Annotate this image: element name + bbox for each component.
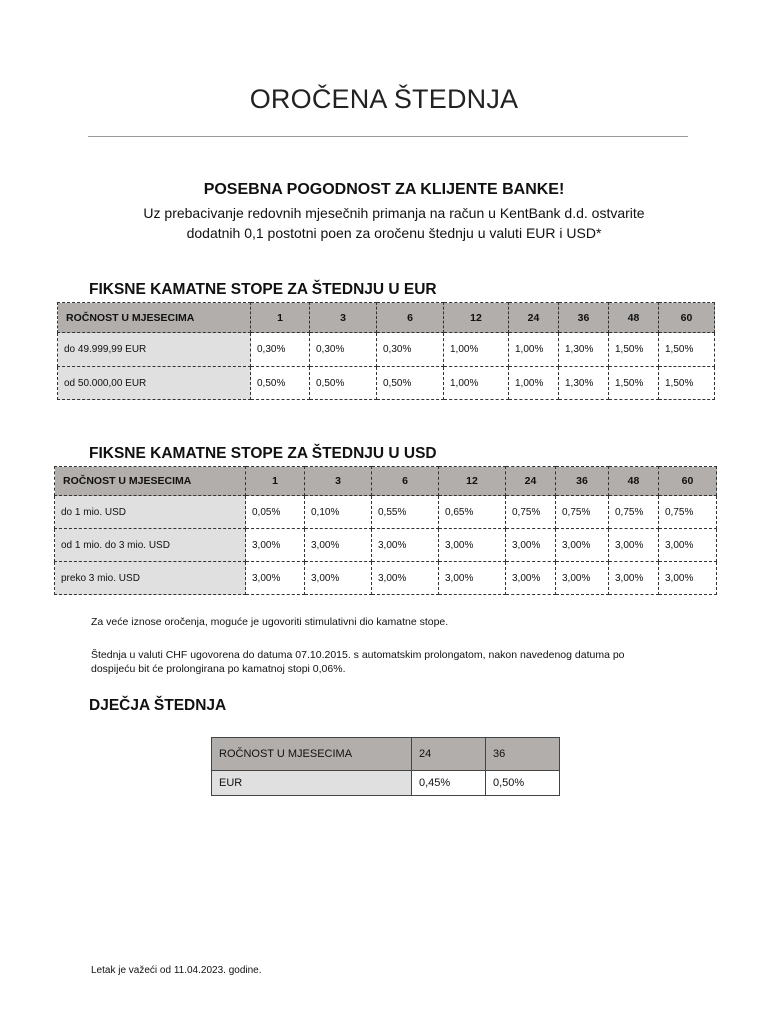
rate-cell: 3,00% [556,562,609,595]
rate-cell: 0,75% [556,496,609,529]
rate-cell: 3,00% [609,529,659,562]
row-label: od 1 mio. do 3 mio. USD [55,529,246,562]
term-header: 24 [412,738,486,771]
rate-cell: 3,00% [305,562,372,595]
rate-cell: 0,75% [609,496,659,529]
rate-cell: 1,50% [659,367,715,400]
note-chf-line-1: Štednja u valuti CHF ugovorena do datuma 07.10.2015. s automatskim prolongatom, nakon navedenog datuma po [91,649,625,661]
rate-cell: 3,00% [439,562,506,595]
rate-cell: 1,00% [444,367,509,400]
header-label: ROČNOST U MJESECIMA [55,467,246,496]
term-header: 12 [439,467,506,496]
rate-cell: 0,50% [251,367,310,400]
rate-cell: 3,00% [246,529,305,562]
kids-rates-table [211,737,560,796]
rate-cell: 3,00% [372,529,439,562]
table-header-row [58,303,715,333]
rate-cell: 1,50% [609,367,659,400]
rate-cell: 0,10% [305,496,372,529]
table-row [58,367,715,400]
rate-cell: 0,50% [310,367,377,400]
rate-cell: 0,50% [486,771,560,796]
rate-cell: 0,55% [372,496,439,529]
header-label: ROČNOST U MJESECIMA [58,303,251,333]
rate-cell: 1,30% [559,367,609,400]
term-header: 48 [609,467,659,496]
rate-cell: 3,00% [659,562,717,595]
note-chf-line-2: dospijeću bit će prolongirana po kamatnoj stopi 0,06%. [91,663,346,675]
table-row [55,529,717,562]
rate-cell: 1,00% [444,333,509,367]
promo-text-line-2: dodatnih 0,1 postotni poen za oročenu štednju u valuti EUR i USD* [186,225,602,241]
rate-cell: 3,00% [372,562,439,595]
usd-section-heading: FIKSNE KAMATNE STOPE ZA ŠTEDNJU U USD [89,445,437,462]
rate-cell: 1,30% [559,333,609,367]
promo-text-line-1: Uz prebacivanje redovnih mjesečnih primanja na račun u KentBank d.d. ostvarite [143,205,645,221]
rate-cell: 3,00% [556,529,609,562]
term-header: 6 [377,303,444,333]
rate-cell: 3,00% [246,562,305,595]
term-header: 1 [246,467,305,496]
rate-cell: 0,05% [246,496,305,529]
term-header: 60 [659,467,717,496]
kids-section-heading: DJEČJA ŠTEDNJA [89,697,227,714]
usd-rates-table [54,466,717,595]
table-row [55,496,717,529]
term-header: 3 [310,303,377,333]
term-header: 1 [251,303,310,333]
term-header: 24 [509,303,559,333]
rate-cell: 1,50% [609,333,659,367]
term-header: 60 [659,303,715,333]
term-header: 3 [305,467,372,496]
term-header: 36 [486,738,560,771]
term-header: 36 [556,467,609,496]
eur-section-heading: FIKSNE KAMATNE STOPE ZA ŠTEDNJU U EUR [89,281,437,298]
rate-cell: 0,30% [377,333,444,367]
rate-cell: 3,00% [506,562,556,595]
row-label: EUR [212,771,412,796]
rate-cell: 0,75% [506,496,556,529]
promo-heading: POSEBNA POGODNOST ZA KLIJENTE BANKE! [203,181,565,198]
term-header: 6 [372,467,439,496]
title-divider [88,136,688,137]
note-large-amounts: Za veće iznose oročenja, moguće je ugovoriti stimulativni dio kamatne stope. [91,616,449,628]
rate-cell: 3,00% [659,529,717,562]
page-title: OROČENA ŠTEDNJA [249,84,519,114]
header-label: ROČNOST U MJESECIMA [212,738,412,771]
table-row [58,333,715,367]
row-label: do 49.999,99 EUR [58,333,251,367]
rate-cell: 3,00% [506,529,556,562]
table-header-row [55,467,717,496]
term-header: 36 [559,303,609,333]
rate-cell: 3,00% [439,529,506,562]
rate-cell: 0,45% [412,771,486,796]
table-row [55,562,717,595]
rate-cell: 3,00% [609,562,659,595]
rate-cell: 1,00% [509,367,559,400]
table-header-row [212,738,560,771]
rate-cell: 0,50% [377,367,444,400]
row-label: preko 3 mio. USD [55,562,246,595]
term-header: 48 [609,303,659,333]
rate-cell: 1,00% [509,333,559,367]
rate-cell: 0,30% [251,333,310,367]
rate-cell: 0,30% [310,333,377,367]
rate-cell: 3,00% [305,529,372,562]
term-header: 24 [506,467,556,496]
validity-footer: Letak je važeći od 11.04.2023. godine. [91,965,262,976]
row-label: od 50.000,00 EUR [58,367,251,400]
eur-rates-table [57,302,715,400]
rate-cell: 0,65% [439,496,506,529]
term-header: 12 [444,303,509,333]
rate-cell: 1,50% [659,333,715,367]
rate-cell: 0,75% [659,496,717,529]
row-label: do 1 mio. USD [55,496,246,529]
table-row [212,771,560,796]
